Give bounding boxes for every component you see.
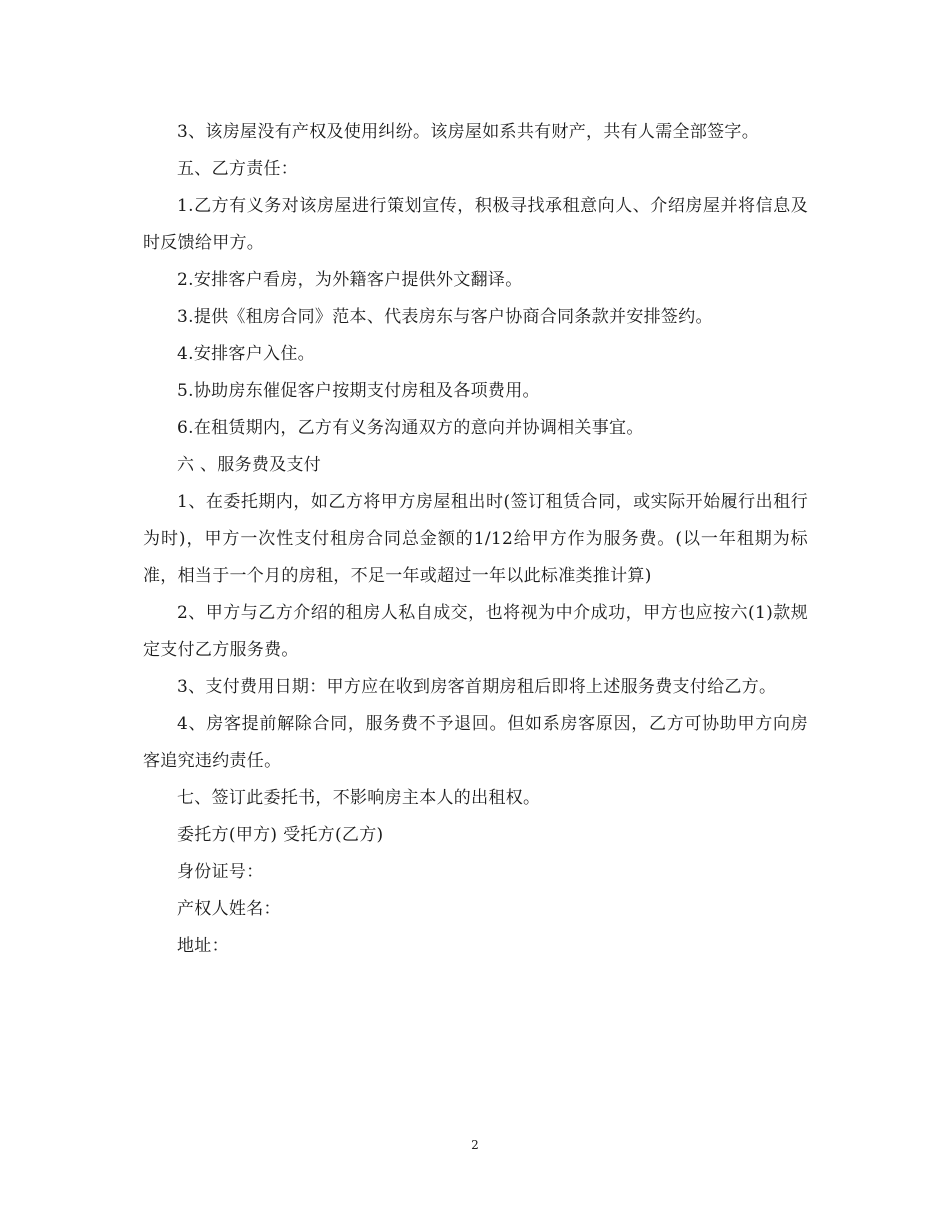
- clause-paragraph: 5.协助房东催促客户按期支付房租及各项费用。: [177, 381, 540, 401]
- clause-paragraph: 3、该房屋没有产权及使用纠纷。该房屋如系共有财产，共有人需全部签字。: [177, 122, 760, 142]
- clause-paragraph: 4.安排客户入住。: [177, 344, 315, 364]
- page-number: 2: [471, 1138, 479, 1152]
- clause-paragraph: 1、在委托期内，如乙方将甲方房屋租出时(签订租赁合同，或实际开始履行出租行为时)，甲方一次性支付租房合同总金额的1/12给甲方作为服务费。(以一年租期为标准，相当于一个月的房租，不足一年或超过一年以此标准类推计算): [143, 492, 808, 586]
- clause-paragraph: 2.安排客户看房，为外籍客户提供外文翻译。: [177, 270, 523, 290]
- section-heading: 六 、服务费及支付: [177, 455, 322, 475]
- section-heading: 五、乙方责任：: [177, 159, 299, 179]
- clause-paragraph: 七、签订此委托书，不影响房主本人的出租权。: [177, 788, 541, 808]
- clause-paragraph: 3.提供《租房合同》范本、代表房东与客户协商合同条款并安排签约。: [177, 307, 713, 327]
- signature-parties-line: 委托方(甲方) 受托方(乙方): [177, 825, 384, 845]
- owner-name-field-label: 产权人姓名：: [177, 899, 281, 919]
- document-body: [143, 114, 808, 965]
- address-field-label: 地址：: [177, 936, 229, 956]
- id-number-field-label: 身份证号：: [177, 862, 264, 882]
- clause-paragraph: 6.在租赁期内，乙方有义务沟通双方的意向并协调相关事宜。: [177, 418, 644, 438]
- clause-paragraph: 4、房客提前解除合同，服务费不予退回。但如系房客原因，乙方可协助甲方向房客追究违约责任。: [143, 714, 808, 771]
- clause-paragraph: 3、支付费用日期：甲方应在收到房客首期房租后即将上述服务费支付给乙方。: [177, 677, 777, 697]
- clause-paragraph: 2、甲方与乙方介绍的租房人私自成交，也将视为中介成功，甲方也应按六(1)款规定支付乙方服务费。: [143, 603, 808, 660]
- clause-paragraph: 1.乙方有义务对该房屋进行策划宣传，积极寻找承租意向人、介绍房屋并将信息及时反馈给甲方。: [143, 196, 808, 253]
